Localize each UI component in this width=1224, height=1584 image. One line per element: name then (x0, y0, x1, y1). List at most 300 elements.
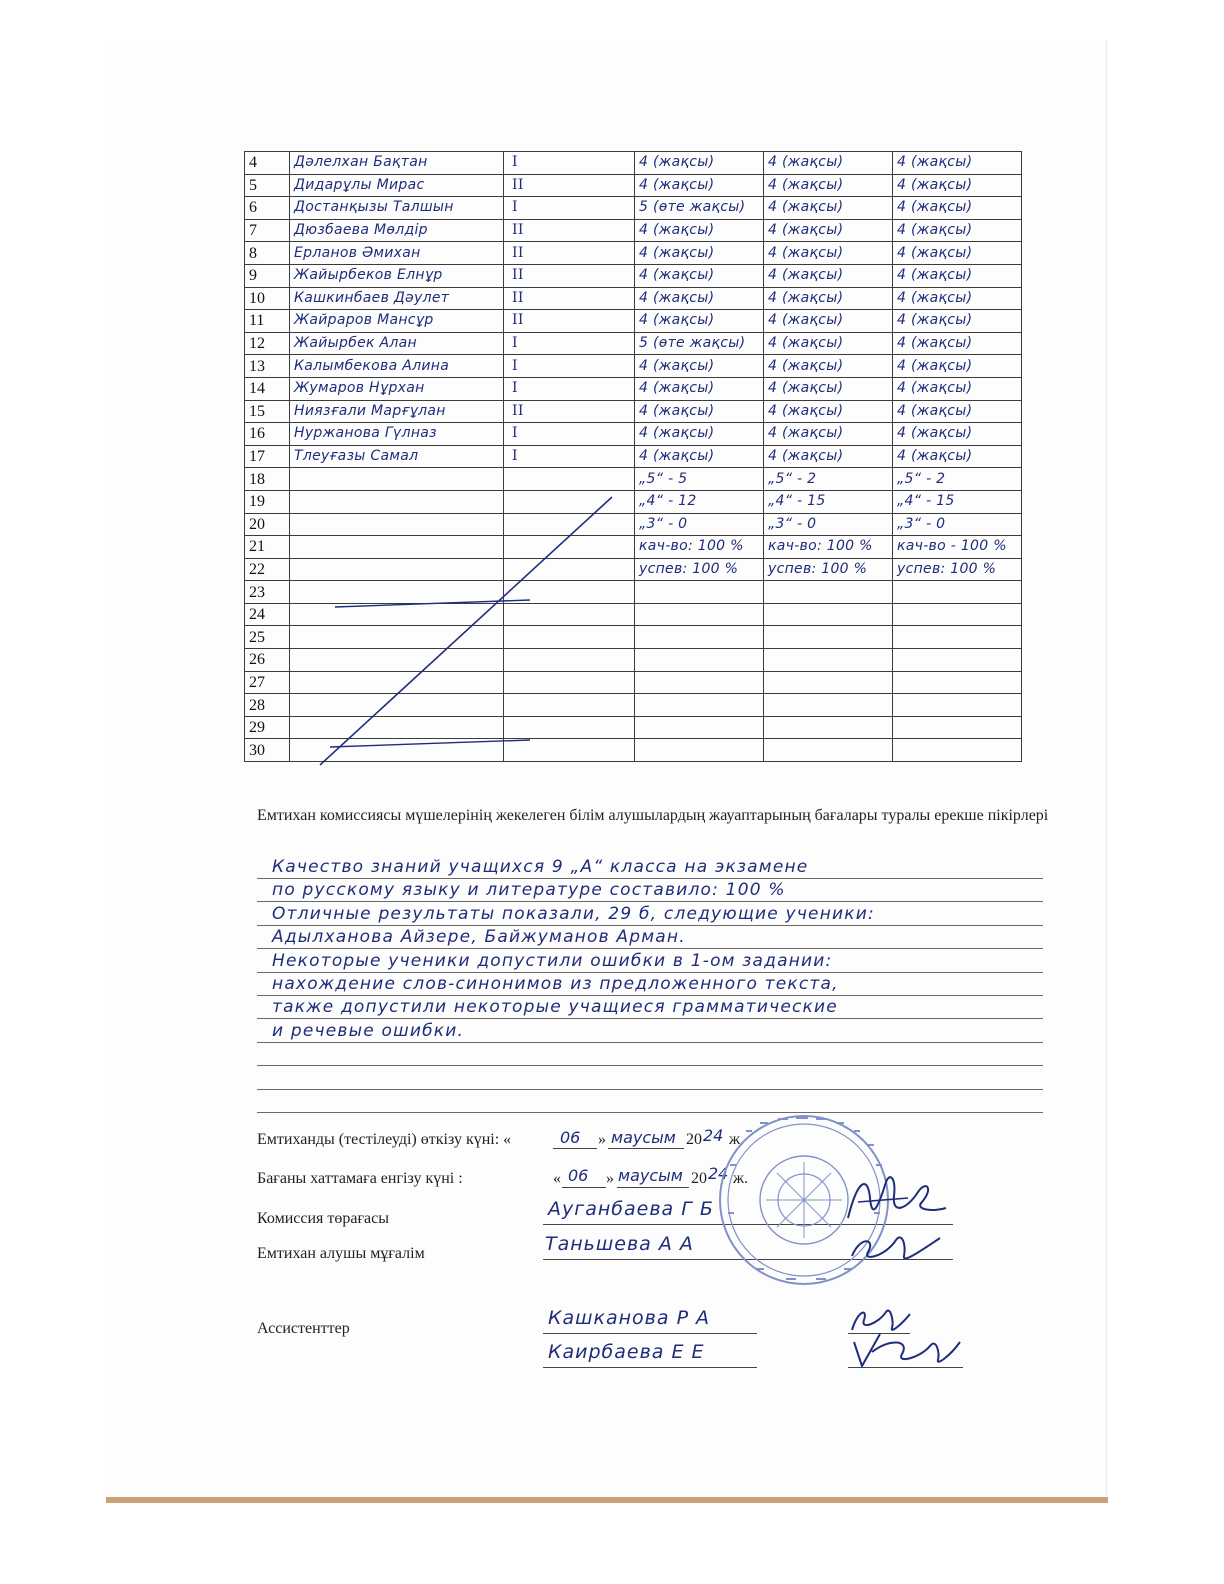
group-number-cell (504, 174, 635, 197)
student-name: Жайырбек Алан (294, 335, 418, 352)
table-row (245, 310, 1022, 333)
table-row (245, 445, 1022, 468)
row-number: 18 (249, 470, 265, 488)
group-number: II (512, 289, 524, 306)
group-number: II (512, 267, 524, 284)
grade-2-cell (764, 716, 893, 739)
student-name-cell (290, 219, 504, 242)
grade-2: 4 (жақсы) (768, 335, 844, 352)
exam-date-close-quote: » (598, 1131, 606, 1148)
grade-3: 4 (жақсы) (897, 335, 973, 352)
student-name-cell (290, 197, 504, 220)
row-number-cell (245, 694, 290, 717)
student-name: Нуржанова Гүлназ (294, 425, 437, 442)
grade-3: 4 (жақсы) (897, 402, 973, 419)
grade-1: 4 (жақсы) (639, 312, 715, 329)
grade-3-cell (893, 603, 1022, 626)
row-number: 20 (249, 515, 265, 533)
remark-text-line: Некоторые ученики допустили ошибки в 1-ом задании: (272, 950, 833, 971)
grade-1: 4 (жақсы) (639, 244, 715, 261)
group-number: I (512, 154, 518, 171)
student-name-cell (290, 264, 504, 287)
table-row (245, 423, 1022, 446)
table-row (245, 649, 1022, 672)
table-row (245, 490, 1022, 513)
group-number-cell (504, 490, 635, 513)
student-name-cell (290, 626, 504, 649)
grade-1-cell (635, 152, 764, 175)
student-name: Достанқызы Талшын (294, 199, 454, 216)
group-number-cell (504, 219, 635, 242)
grade-2-cell (764, 264, 893, 287)
group-number (508, 538, 512, 554)
group-number: II (512, 176, 524, 193)
grade-2-cell (764, 355, 893, 378)
group-number-cell (504, 332, 635, 355)
exam-date-year: 24 (703, 1126, 724, 1145)
row-number: 13 (249, 357, 265, 375)
group-number-cell (504, 626, 635, 649)
student-name-cell (290, 649, 504, 672)
grade-1: 4 (жақсы) (639, 222, 715, 239)
grade-2-cell (764, 468, 893, 491)
group-number: II (512, 222, 524, 239)
grade-1-cell (635, 377, 764, 400)
grade-2: 4 (жақсы) (768, 176, 844, 193)
student-name-cell (290, 377, 504, 400)
grade-1-cell (635, 603, 764, 626)
grade-1: успев: 100 % (639, 560, 739, 577)
grade-2: 4 (жақсы) (768, 425, 844, 442)
grade-1-cell (635, 264, 764, 287)
group-number-cell (504, 355, 635, 378)
row-number: 26 (249, 651, 265, 669)
chair-name: Ауганбаева Г Б (548, 1198, 714, 1220)
grade-1-cell (635, 558, 764, 581)
student-name-cell (290, 355, 504, 378)
grade-3-cell (893, 400, 1022, 423)
row-number-cell (245, 513, 290, 536)
group-number (508, 584, 512, 600)
table-row (245, 739, 1022, 762)
entry-month-line (617, 1187, 689, 1188)
table-row (245, 400, 1022, 423)
table-row (245, 536, 1022, 559)
grade-1: 4 (жақсы) (639, 357, 715, 374)
assistant1-name: Кашканова Р А (548, 1307, 711, 1329)
grade-2-cell (764, 310, 893, 333)
grade-1-cell (635, 468, 764, 491)
assistant2-signature (850, 1328, 962, 1370)
grade-2-cell (764, 536, 893, 559)
grade-1: 4 (жақсы) (639, 267, 715, 284)
row-number: 6 (249, 199, 257, 217)
row-number-cell (245, 287, 290, 310)
entry-date-month: маусым (618, 1166, 683, 1185)
grade-2: 4 (жақсы) (768, 402, 844, 419)
row-number-cell (245, 174, 290, 197)
grade-2: „3“ - 0 (768, 515, 817, 532)
group-number-cell (504, 536, 635, 559)
table-row (245, 513, 1022, 536)
row-number-cell (245, 310, 290, 333)
row-number: 16 (249, 425, 265, 443)
remark-text-line: Отличные результаты показали, 29 б, следующие ученики: (272, 903, 875, 924)
grade-3: 4 (жақсы) (897, 176, 973, 193)
row-number-cell (245, 558, 290, 581)
grade-2-cell (764, 445, 893, 468)
grade-2: кач-во: 100 % (768, 538, 873, 555)
entry-date-day: 06 (568, 1166, 589, 1185)
entry-date-year: 24 (708, 1164, 729, 1183)
remark-text-line: и речевые ошибки. (272, 1020, 465, 1041)
student-name-cell (290, 400, 504, 423)
table-row (245, 716, 1022, 739)
grade-1-cell (635, 242, 764, 265)
grade-2-cell (764, 649, 893, 672)
grade-3: „3“ - 0 (897, 515, 946, 532)
grade-2-cell (764, 332, 893, 355)
grade-3: 4 (жақсы) (897, 222, 973, 239)
grade-2: успев: 100 % (768, 560, 868, 577)
row-number-cell (245, 649, 290, 672)
student-name: Жумаров Нұрхан (294, 380, 425, 397)
group-number: I (512, 380, 518, 397)
grade-3: 4 (жақсы) (897, 425, 973, 442)
grade-2-cell (764, 197, 893, 220)
grade-1: кач-во: 100 % (639, 538, 744, 555)
grade-2: 4 (жақсы) (768, 199, 844, 216)
grade-1-cell (635, 332, 764, 355)
row-number-cell (245, 739, 290, 762)
grade-3-cell (893, 377, 1022, 400)
grade-1: 4 (жақсы) (639, 425, 715, 442)
grade-2: 4 (жақсы) (768, 448, 844, 465)
student-name: Калымбекова Алина (294, 357, 450, 374)
grade-1-cell (635, 626, 764, 649)
group-number (508, 629, 512, 645)
row-number: 5 (249, 176, 257, 194)
group-number-cell (504, 310, 635, 333)
grade-2: 4 (жақсы) (768, 222, 844, 239)
grade-3-cell (893, 468, 1022, 491)
student-name: Кашкинбаев Дәулет (294, 289, 450, 306)
row-number: 23 (249, 583, 265, 601)
grade-3-cell (893, 197, 1022, 220)
student-name: Дюзбаева Мөлдір (294, 222, 428, 239)
remark-text-line: Качество знаний учащихся 9 „А“ класса на экзамене (272, 857, 809, 877)
grade-1-cell (635, 287, 764, 310)
group-number-cell (504, 264, 635, 287)
group-number: I (512, 448, 518, 465)
row-number: 14 (249, 380, 265, 398)
student-name-cell (290, 513, 504, 536)
table-row (245, 694, 1022, 717)
group-number (508, 674, 512, 690)
group-number: I (512, 425, 518, 442)
row-number-cell (245, 603, 290, 626)
group-number-cell (504, 377, 635, 400)
group-number-cell (504, 558, 635, 581)
group-number (508, 742, 512, 758)
group-number: II (512, 244, 524, 261)
student-name: Тлеуғазы Самал (294, 448, 419, 465)
grade-2-cell (764, 603, 893, 626)
desk-edge (106, 1497, 1108, 1503)
grade-3: 4 (жақсы) (897, 199, 973, 216)
grade-3-cell (893, 332, 1022, 355)
grade-3: 4 (жақсы) (897, 244, 973, 261)
row-number-cell (245, 490, 290, 513)
grade-1: „4“ - 12 (639, 493, 697, 510)
entry-date-close-quote: » (606, 1170, 614, 1187)
group-number-cell (504, 649, 635, 672)
grade-2: 4 (жақсы) (768, 380, 844, 397)
grade-3: 4 (жақсы) (897, 357, 973, 374)
grade-3-cell (893, 219, 1022, 242)
grade-1-cell (635, 490, 764, 513)
grade-1-cell (635, 219, 764, 242)
grade-2-cell (764, 400, 893, 423)
row-number-cell (245, 197, 290, 220)
table-row (245, 355, 1022, 378)
grade-3: „4“ - 15 (897, 493, 955, 510)
grade-3-cell (893, 581, 1022, 604)
table-row (245, 287, 1022, 310)
row-number-cell (245, 377, 290, 400)
group-number-cell (504, 400, 635, 423)
grade-1: 4 (жақсы) (639, 154, 715, 171)
row-number-cell (245, 423, 290, 446)
student-name-cell (290, 490, 504, 513)
grade-3-cell (893, 558, 1022, 581)
student-name: Дидарұлы Мирас (294, 176, 425, 193)
table-row (245, 332, 1022, 355)
table-row (245, 242, 1022, 265)
table-row (245, 152, 1022, 175)
student-name-cell (290, 536, 504, 559)
grade-1-cell (635, 355, 764, 378)
student-name-cell (290, 445, 504, 468)
student-name-cell (290, 332, 504, 355)
grade-1-cell (635, 581, 764, 604)
grade-2-cell (764, 671, 893, 694)
remark-text-line: нахождение слов-синонимов из предложенного текста, (272, 974, 839, 994)
table-row (245, 558, 1022, 581)
group-number-cell (504, 739, 635, 762)
group-number (508, 606, 512, 622)
grade-1: „5“ - 5 (639, 470, 688, 487)
grade-3-cell (893, 355, 1022, 378)
assistant1-line (543, 1333, 757, 1334)
student-name-cell (290, 739, 504, 762)
row-number-cell (245, 242, 290, 265)
entry-date-year-prefix: 20 (691, 1170, 707, 1187)
grade-1-cell (635, 649, 764, 672)
table-row (245, 603, 1022, 626)
grade-2: 4 (жақсы) (768, 244, 844, 261)
entry-date-label: Бағаны хаттамаға енгізу күні : (257, 1170, 463, 1187)
grade-3-cell (893, 739, 1022, 762)
table-row (245, 626, 1022, 649)
row-number: 4 (249, 154, 257, 172)
table-row (245, 581, 1022, 604)
group-number (508, 516, 512, 532)
remark-text-line: по русскому языку и литературе составило: 100 % (272, 880, 786, 901)
row-number: 11 (249, 312, 265, 330)
grade-3-cell (893, 694, 1022, 717)
grade-3-cell (893, 536, 1022, 559)
grade-1-cell (635, 310, 764, 333)
grade-1-cell (635, 445, 764, 468)
remark-rule-line (257, 1067, 1043, 1090)
grade-3-cell (893, 287, 1022, 310)
row-number: 24 (249, 606, 265, 624)
exam-date-suffix: ж. (729, 1131, 745, 1148)
table-row (245, 468, 1022, 491)
row-number: 9 (249, 267, 257, 285)
group-number: I (512, 335, 518, 352)
row-number-cell (245, 581, 290, 604)
row-number-cell (245, 219, 290, 242)
group-number-cell (504, 445, 635, 468)
grade-1-cell (635, 400, 764, 423)
grade-3: успев: 100 % (897, 560, 997, 577)
grade-1-cell (635, 536, 764, 559)
grade-1-cell (635, 197, 764, 220)
grade-3-cell (893, 152, 1022, 175)
grade-3-cell (893, 445, 1022, 468)
row-number-cell (245, 332, 290, 355)
grade-2: 4 (жақсы) (768, 312, 844, 329)
remark-text-line: также допустили некоторые учащиеся грамматические (272, 997, 838, 1018)
grade-2: „4“ - 15 (768, 493, 826, 510)
group-number-cell (504, 468, 635, 491)
row-number: 8 (249, 244, 257, 262)
grade-3: 4 (жақсы) (897, 448, 973, 465)
grade-2: 4 (жақсы) (768, 267, 844, 284)
group-number: II (512, 312, 524, 329)
entry-date-open-quote: « (553, 1170, 561, 1187)
grade-3: кач-во - 100 % (897, 538, 1007, 555)
grade-1-cell (635, 716, 764, 739)
grade-2: 4 (жақсы) (768, 154, 844, 171)
grade-3-cell (893, 174, 1022, 197)
row-number-cell (245, 445, 290, 468)
group-number: I (512, 357, 518, 374)
teacher-label: Емтихан алушы мұғалім (257, 1245, 425, 1262)
grade-2-cell (764, 739, 893, 762)
row-number: 27 (249, 673, 265, 691)
student-name-cell (290, 694, 504, 717)
chair-label: Комиссия төрағасы (257, 1210, 389, 1227)
row-number-cell (245, 152, 290, 175)
grade-2-cell (764, 242, 893, 265)
row-number-cell (245, 671, 290, 694)
student-name-cell (290, 671, 504, 694)
exam-day-line (553, 1148, 597, 1149)
group-number-cell (504, 716, 635, 739)
group-number: II (512, 402, 524, 419)
group-number (508, 471, 512, 487)
group-number (508, 651, 512, 667)
entry-day-line (562, 1187, 606, 1188)
grade-2-cell (764, 626, 893, 649)
grade-1: 5 (өте жақсы) (639, 199, 746, 216)
row-number: 17 (249, 448, 265, 466)
grade-2-cell (764, 513, 893, 536)
row-number: 22 (249, 560, 265, 578)
grade-3: 4 (жақсы) (897, 289, 973, 306)
student-name-cell (290, 581, 504, 604)
exam-date-month: маусым (611, 1128, 676, 1147)
row-number: 12 (249, 335, 265, 353)
row-number: 30 (249, 741, 265, 759)
grade-3-cell (893, 649, 1022, 672)
table-row (245, 174, 1022, 197)
student-name-cell (290, 558, 504, 581)
student-name: Ниязғали Марғұлан (294, 402, 446, 419)
student-name-cell (290, 716, 504, 739)
student-name: Ерланов Әмихан (294, 244, 421, 261)
grade-3-cell (893, 716, 1022, 739)
grade-2-cell (764, 377, 893, 400)
grade-1-cell (635, 694, 764, 717)
student-name-cell (290, 287, 504, 310)
group-number-cell (504, 423, 635, 446)
group-number-cell (504, 242, 635, 265)
row-number: 25 (249, 628, 265, 646)
grade-3-cell (893, 423, 1022, 446)
group-number (508, 493, 512, 509)
row-number-cell (245, 355, 290, 378)
group-number-cell (504, 197, 635, 220)
student-name-cell (290, 603, 504, 626)
row-number-cell (245, 626, 290, 649)
grade-1: 4 (жақсы) (639, 380, 715, 397)
grade-3-cell (893, 490, 1022, 513)
grade-3: 4 (жақсы) (897, 312, 973, 329)
row-number-cell (245, 468, 290, 491)
remarks-title: Емтихан комиссиясы мүшелерінің жекелеген білім алушылардың жауаптарының бағалары туралы ерекше пікірлері (257, 807, 1049, 824)
exam-date-day: 06 (560, 1128, 581, 1147)
chair-signature (838, 1168, 950, 1232)
table-row (245, 219, 1022, 242)
assistants-label: Ассистенттер (257, 1320, 350, 1337)
student-name-cell (290, 310, 504, 333)
grade-3: „5“ - 2 (897, 470, 946, 487)
student-name: Жайраров Мансұр (294, 312, 434, 329)
grade-3-cell (893, 310, 1022, 333)
teacher-name: Таньшева А А (545, 1233, 694, 1255)
grade-2-cell (764, 694, 893, 717)
grade-1-cell (635, 739, 764, 762)
group-number-cell (504, 152, 635, 175)
group-number (508, 719, 512, 735)
table-row (245, 377, 1022, 400)
remark-rule-line (257, 1090, 1043, 1113)
group-number-cell (504, 694, 635, 717)
group-number (508, 697, 512, 713)
grade-2: 4 (жақсы) (768, 357, 844, 374)
grade-2: „5“ - 2 (768, 470, 817, 487)
table-row (245, 197, 1022, 220)
grade-1: 4 (жақсы) (639, 448, 715, 465)
group-number-cell (504, 287, 635, 310)
grade-3: 4 (жақсы) (897, 267, 973, 284)
grade-3-cell (893, 242, 1022, 265)
row-number: 15 (249, 402, 265, 420)
